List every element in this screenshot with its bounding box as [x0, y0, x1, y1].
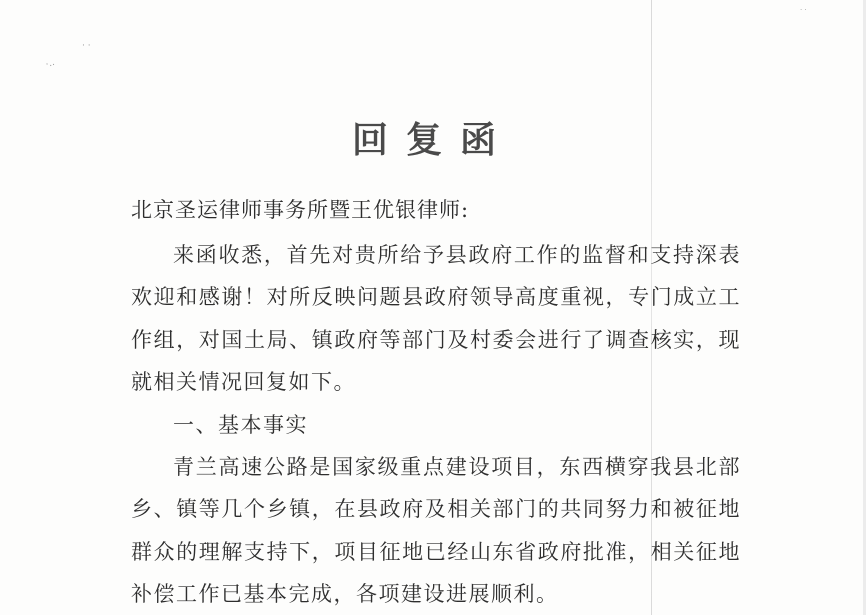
- basic-facts-paragraph: 青兰高速公路是国家级重点建设项目，东西横穿我县北部乡、镇等几个乡镇，在县政府及相关部门的共同努力和被征地群众的理解支持下，项目征地已经山东省政府批准，相关征地补偿工作已基本完成，各项建设进展顺利。: [131, 455, 741, 607]
- document-title: 回复函: [351, 119, 514, 161]
- document-body: [131, 234, 741, 616]
- scan-speck: · ·: [800, 6, 807, 14]
- section-heading-basic-facts: 一、基本事实: [173, 412, 308, 437]
- salutation-line: 北京圣运律师事务所暨王优银律师:: [131, 198, 470, 222]
- scan-speck: ·‥: [44, 57, 57, 71]
- intro-paragraph: 来函收悉，首先对贵所给予县政府工作的监督和支持深表欢迎和感谢！对所反映问题县政府领导高度重视，专门成立工作组，对国土局、镇政府等部门及村委会进行了调查核实，现就相关情况回复如下。: [131, 243, 741, 395]
- scan-speck: · ·: [82, 41, 91, 51]
